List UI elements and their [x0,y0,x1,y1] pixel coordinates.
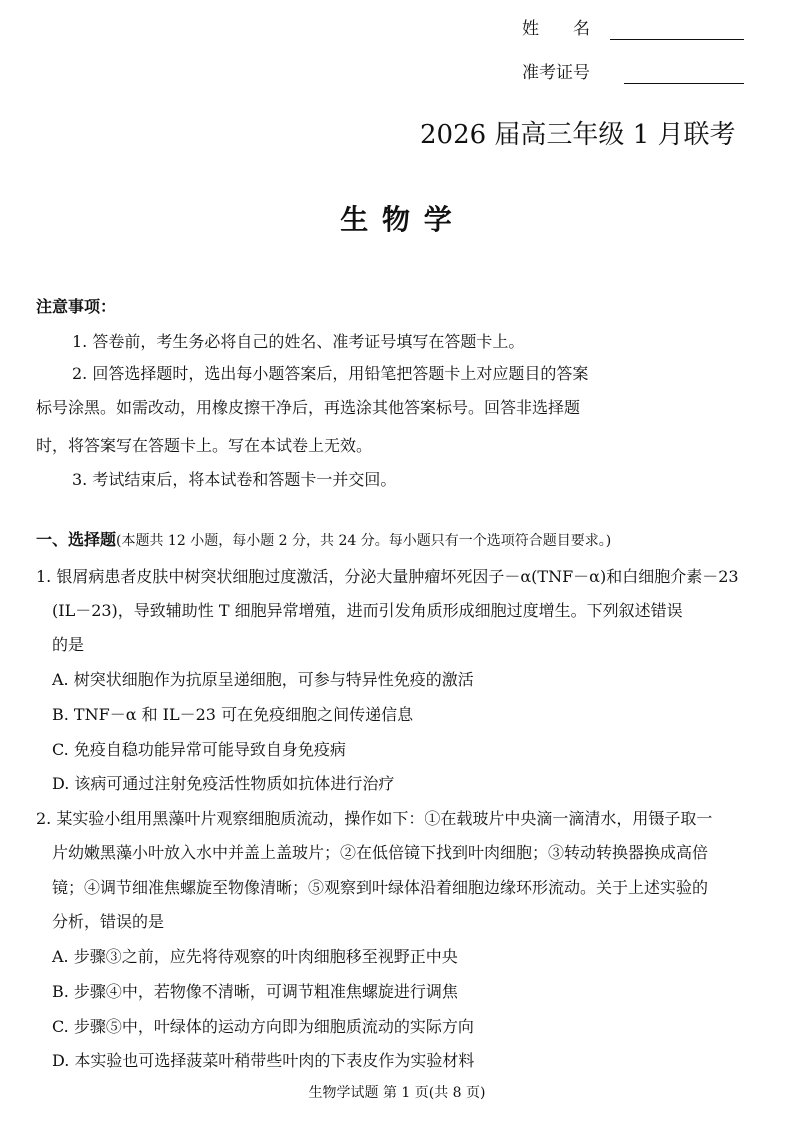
section-title: 一、选择题 [36,530,117,549]
q1-option-d: D. 该病可通过注射免疫活性物质如抗体进行治疗 [52,774,395,793]
note-line: 1. 答卷前，考生务必将自己的姓名、准考证号填写在答题卡上。 [72,332,525,351]
q1-stem-line: 1. 银屑病患者皮肤中树突状细胞过度激活，分泌大量肿瘤坏死因子－α(TNF－α)和白细胞介素－23 [36,567,739,586]
note-line: 标号涂黑。如需改动，用橡皮擦干净后，再选涂其他答案标号。回答非选择题 [36,398,581,417]
subject-title: 生 物 学 [340,203,454,236]
notes-title: 注意事项： [36,297,117,316]
exam-id-blank[interactable] [624,83,744,84]
exam-id-label: 准考证号 [522,63,590,83]
note-line: 2. 回答选择题时，选出每小题答案后，用铅笔把答题卡上对应题目的答案 [72,364,589,383]
q1-stem-line: (IL－23)，导致辅助性 T 细胞异常增殖，进而引发角质形成细胞过度增生。下列叙述错误 [52,601,683,620]
name-blank[interactable] [610,39,744,40]
q2-stem-line: 镜；④调节细准焦螺旋至物像清晰；⑤观察到叶绿体沿着细胞边缘环形流动。关于上述实验的 [52,878,709,897]
q2-stem-line: 分析，错误的是 [52,912,165,931]
note-line: 3. 考试结束后，将本试卷和答题卡一并交回。 [72,470,397,489]
name-label: 姓 名 [522,19,590,39]
q1-option-a: A. 树突状细胞作为抗原呈递细胞，可参与特异性免疫的激活 [52,670,474,689]
q2-stem-line: 片幼嫩黑藻小叶放入水中并盖上盖玻片；②在低倍镜下找到叶肉细胞；③转动转换器换成高倍 [52,843,709,862]
q1-option-c: C. 免疫自稳功能异常可能导致自身免疫病 [52,740,346,759]
note-line: 时，将答案写在答题卡上。写在本试卷上无效。 [36,436,373,455]
q2-option-a: A. 步骤③之前，应先将待观察的叶肉细胞移至视野正中央 [52,947,458,966]
q1-option-b: B. TNF－α 和 IL－23 可在免疫细胞之间传递信息 [52,705,414,724]
section-desc: (本题共 12 小题，每小题 2 分，共 24 分。每小题只有一个选项符合题目要求。) [116,533,612,549]
exam-title: 2026 届高三年级 1 月联考 [420,120,736,150]
q2-stem-line: 2. 某实验小组用黑藻叶片观察细胞质流动，操作如下：①在载玻片中央滴一滴清水，用镊子取一 [36,809,713,828]
q1-stem-line: 的是 [52,635,85,654]
q2-option-d: D. 本实验也可选择菠菜叶稍带些叶肉的下表皮作为实验材料 [52,1051,475,1070]
q2-option-b: B. 步骤④中，若物像不清晰，可调节粗准焦螺旋进行调焦 [52,982,458,1001]
q2-option-c: C. 步骤⑤中，叶绿体的运动方向即为细胞质流动的实际方向 [52,1017,474,1036]
section-heading [36,527,611,550]
page-footer: 生物学试题 第 1 页(共 8 页) [308,1085,486,1101]
